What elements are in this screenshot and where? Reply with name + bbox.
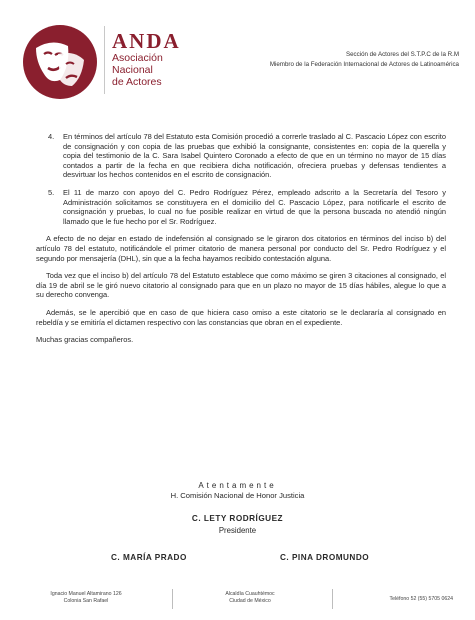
footer-city [200, 591, 300, 605]
header-divider [104, 26, 105, 94]
item-number: 4. [48, 132, 55, 141]
footer-line: Colonia San Rafael [63, 598, 109, 604]
footer-divider [172, 589, 173, 609]
body-paragraph: Toda vez que el inciso b) del artículo 78 del Estatuto establece que como máximo se giren 3 citaciones al consignado, el día 19 de abril se le giró nuevo citatorio al consignado para que en un plazo no mayor de 15 días hábiles, alegue lo que a su derecho convenga. [36, 271, 446, 300]
organization-block [112, 30, 181, 88]
affiliation-block [270, 50, 459, 70]
org-sub-line: Nacional [112, 64, 153, 76]
footer-address [36, 591, 136, 605]
anda-logo [22, 24, 98, 100]
footer-line: Ignacio Manuel Altamirano 126 [50, 591, 122, 597]
footer-divider [332, 589, 333, 609]
footer-line: Ciudad de México [229, 598, 271, 604]
org-name: ANDA [112, 29, 181, 53]
footer-line: Alcaldía Cuauhtémoc [225, 591, 275, 597]
affiliation-line: Sección de Actores del S.T.P.C de la R.M [345, 51, 459, 58]
footer-phone: Teléfono 52 (55) 5705 0624 [389, 596, 453, 602]
numbered-item [48, 188, 446, 226]
numbered-item [48, 132, 446, 180]
item-text: En términos del artículo 78 del Estatuto esta Comisión procedió a correrle traslado al C. Pascacio López con escrito de consignación y con copia de las pruebas que exhibió la consignante, consistentes en: copia de la querella y copia del testimonio de la C. Sara Isabel Quintero Coronado a efecto de que en un término no mayor de 15 días contados a partir de la fecha en que recibiera dicha notificación, ofreciera pruebas y defensas tendientes a desvirtuar los hechos contenidos en el escrito de consignación. [63, 132, 446, 180]
sign-off: Atentamente [198, 481, 277, 490]
closing-line: Muchas gracias compañeros. [36, 335, 134, 345]
affiliation-line: Miembro de la Federación Internacional de Actores de Latinoamérica [269, 61, 459, 68]
theatre-masks-icon [22, 24, 98, 100]
org-sub-line: de Actores [112, 76, 162, 88]
signatory-left: C. MARÍA PRADO [111, 553, 187, 562]
org-sub-line: Asociación [112, 52, 163, 64]
body-paragraph: Además, se le apercibió que en caso de que hiciera caso omiso a este citatorio se le declararía al consignado en rebeldía y se emitiría el dictamen respectivo con las constancias que obran en el expediente. [36, 307, 446, 327]
item-text: El 11 de marzo con apoyo del C. Pedro Rodríguez Pérez, empleado adscrito a la Secretaría del Tesoro y Administración solicitamos se constituyera en el domicilio del C. Pascacio López, para notificarle el escrito de consignación y pruebas, lo cual no fue posible realizar en virtud de que la persona buscada no atendió ningún llamado que le fue hecho por el Sr. Rodríguez. [63, 187, 446, 226]
body-paragraph: A efecto de no dejar en estado de indefensión al consignado se le giraron dos citatorios en términos del inciso b) del artículo 78 del estatuto, notificándole el primer citatorio de manera personal por conducto del Sr. Pedro Rodríguez y el segundo por mensajería (DHL), sin que a la fecha hayamos recibido contestación alguna. [36, 234, 446, 263]
page-footer [0, 589, 475, 611]
commission-name: H. Comisión Nacional de Honor Justicia [170, 491, 305, 500]
document-body [36, 132, 446, 345]
signatory-right: C. PINA DROMUNDO [280, 553, 370, 562]
president-title: Presidente [218, 526, 257, 535]
item-number: 5. [48, 187, 55, 197]
president-name: C. LETY RODRÍGUEZ [191, 514, 284, 523]
